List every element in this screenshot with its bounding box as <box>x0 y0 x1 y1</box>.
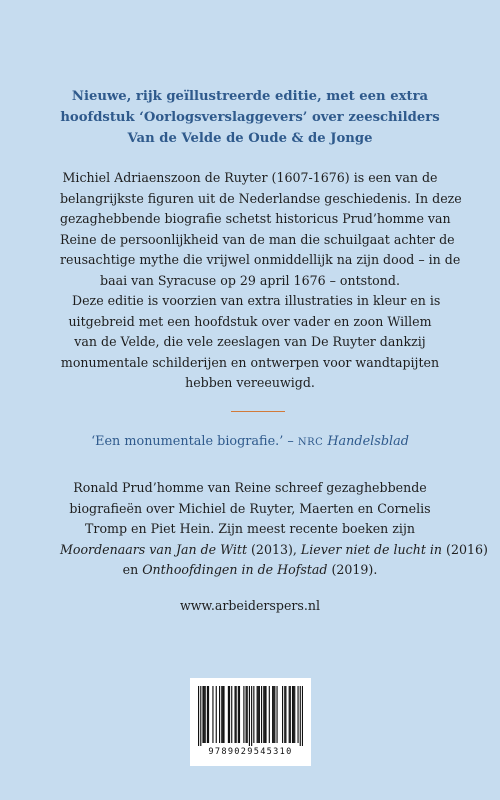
barcode-bar <box>265 686 266 743</box>
book-title: Liever niet de lucht in <box>300 541 443 557</box>
book-year: (2016) <box>442 541 488 557</box>
barcode-bar <box>208 686 209 743</box>
barcode-bar <box>251 686 252 746</box>
barcode-bar <box>198 686 199 746</box>
author-bio <box>60 478 488 581</box>
barcode-bar <box>282 686 283 743</box>
barcode-bar <box>264 686 265 743</box>
barcode-bar <box>238 686 239 743</box>
barcode-bar <box>289 686 290 743</box>
barcode-bar <box>294 686 295 743</box>
barcode-bar <box>207 686 208 743</box>
barcode-bar <box>222 686 223 743</box>
description-line: belangrijkste figuren uit de Nederlandse geschiedenis. In deze <box>60 190 462 206</box>
intro-line: Nieuwe, rijk geïllustreerde editie, met een extra <box>71 89 429 104</box>
press-quote <box>60 432 440 453</box>
barcode-bar <box>228 686 229 743</box>
description-line: Michiel Adriaenszoon de Ruyter (1607-1676) is een van de <box>62 170 438 185</box>
bio-line <box>60 540 488 561</box>
quote-source-prefix: NRC <box>297 437 324 448</box>
barcode-bar <box>297 686 298 743</box>
barcode-bar <box>269 686 270 743</box>
barcode-bar <box>253 686 254 743</box>
barcode-digits: 9789029545310 <box>208 747 293 757</box>
barcode-bar <box>212 686 213 743</box>
barcode-bar <box>243 686 244 743</box>
quote-text: ‘Een monumentale biografie.’ – <box>91 434 294 449</box>
barcode-bar <box>221 686 222 743</box>
barcode-bar <box>231 686 232 743</box>
barcode-bar <box>204 686 205 743</box>
description-line: Reine de persoonlijkheid van de man die schuilgaat achter de <box>60 231 455 247</box>
barcode <box>190 678 311 766</box>
intro-line: Van de Velde de Oude & de Jonge <box>127 131 373 146</box>
barcode-bar <box>234 686 235 743</box>
bio-line: Tromp en Piet Hein. Zijn meest recente boeken zijn <box>85 521 415 536</box>
barcode-bar <box>223 686 224 743</box>
description-line: reusachtige mythe die vrijwel onmiddellijk na zijn dood – in de <box>60 252 461 267</box>
barcode-bar <box>246 686 247 743</box>
description-line: uitgebreid met een hoofdstuk over vader en zoon Willem <box>68 313 432 329</box>
divider-line <box>231 411 285 412</box>
barcode-bar <box>273 686 274 743</box>
barcode-bar <box>258 686 259 743</box>
barcode-bar <box>236 686 237 743</box>
description-line: Deze editie is voorzien van extra illustraties in kleur en is <box>60 293 441 308</box>
barcode-bar <box>247 686 248 743</box>
barcode-bar <box>219 686 220 743</box>
bio-line <box>60 560 440 581</box>
barcode-bar <box>216 686 217 743</box>
barcode-bar <box>284 686 285 743</box>
barcode-bar <box>249 686 250 746</box>
barcode-bar <box>229 686 230 743</box>
description-line: gezaghebbende biografie schetst historicus Prud’homme van <box>60 211 451 226</box>
publisher-website[interactable]: www.arbeiderspers.nl <box>179 598 321 613</box>
barcode-bar <box>239 686 240 743</box>
description-line: monumentale schilderijen en ontwerpen voor wandtapijten <box>60 354 440 370</box>
book-title: Moordenaars van Jan de Witt <box>60 541 248 557</box>
description-line: van de Velde, die vele zeeslagen van De Ruyter dankzij <box>74 334 426 349</box>
bio-line: biografieën over Michiel de Ruyter, Maerten en Cornelis <box>69 500 431 516</box>
quote-source-name: Handelsblad <box>327 434 409 449</box>
barcode-bar <box>202 686 203 743</box>
book-year: (2013), <box>247 541 301 557</box>
description-text <box>60 168 462 394</box>
barcode-bar <box>285 686 286 743</box>
barcode-bar <box>259 686 260 743</box>
barcode-bars <box>198 686 303 746</box>
intro-line: hoofdstuk ‘Oorlogsverslaggevers’ over zeeschilders <box>60 110 440 125</box>
barcode-bar <box>274 686 275 743</box>
barcode-bar <box>263 686 264 743</box>
barcode-bar <box>261 686 262 743</box>
barcode-bar <box>200 686 201 746</box>
barcode-bar <box>257 686 258 743</box>
barcode-bar <box>300 686 301 746</box>
intro-blurb <box>60 86 440 149</box>
barcode-bar <box>293 686 294 743</box>
bio-prefix: en <box>122 562 143 577</box>
book-year: (2019). <box>327 562 378 577</box>
book-title: Onthoofdingen in de Hofstad <box>142 562 328 577</box>
barcode-bar <box>302 686 303 746</box>
description-line: baai van Syracuse op 29 april 1676 – ontstond. <box>100 272 400 288</box>
barcode-bar <box>272 686 273 743</box>
barcode-bar <box>276 686 277 743</box>
description-line: hebben vereeuwigd. <box>185 375 315 390</box>
bio-line: Ronald Prud’homme van Reine schreef gezaghebbende <box>73 480 427 495</box>
barcode-bar <box>205 686 206 743</box>
barcode-bar <box>290 686 291 743</box>
barcode-bar <box>292 686 293 743</box>
